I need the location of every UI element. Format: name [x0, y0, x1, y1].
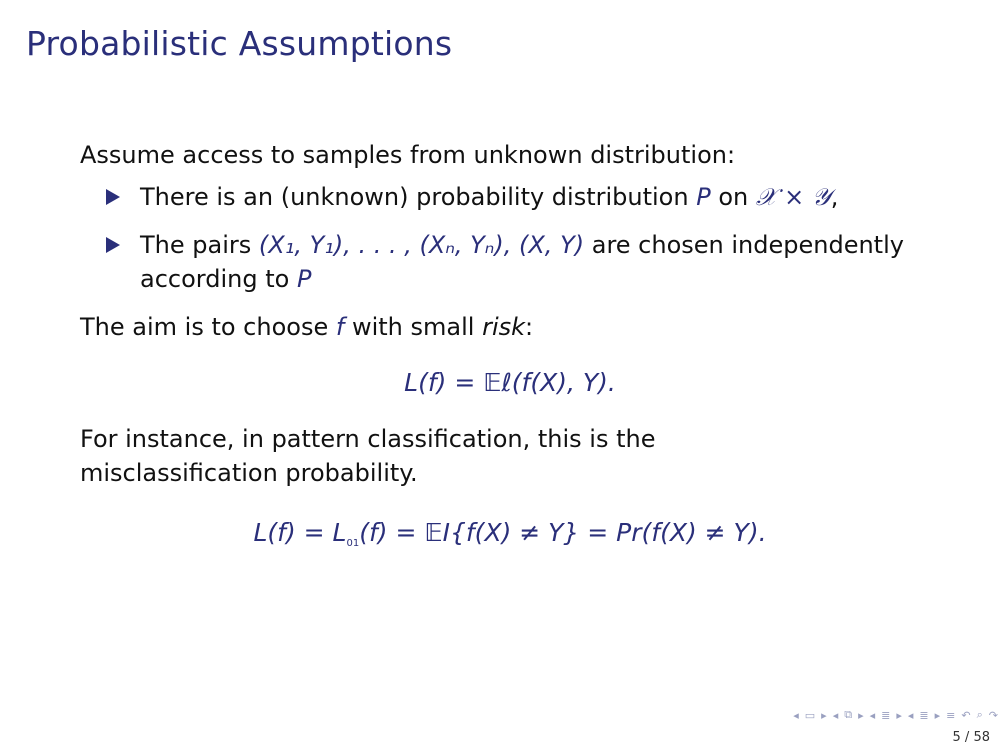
right-arrow-icon[interactable]: ▸	[934, 708, 941, 722]
right-arrow-icon[interactable]: ▸	[858, 708, 864, 722]
left-arrow-icon[interactable]: ◂	[907, 708, 914, 722]
math-pairs: (X₁, Y₁), . . . , (Xₙ, Yₙ), (X, Y)	[258, 231, 585, 259]
frame-stack-icon[interactable]: ⧉	[844, 708, 853, 721]
bullet-item-1: There is an (unknown) probability distribution P on 𝒳 × 𝒴,	[106, 180, 940, 214]
left-arrow-icon[interactable]: ◂	[869, 708, 876, 722]
misclass-eq-part-a: L(f) = L	[253, 518, 347, 547]
bullet1-text: There is an (unknown) probability distribution	[140, 183, 689, 211]
math-P: P	[696, 183, 711, 211]
bullet2-suffix: are chosen independently	[591, 231, 904, 259]
instance-text: For instance, in pattern classification, this is the misclassification probability.	[80, 425, 656, 487]
misclass-eq-sub: 01	[346, 538, 360, 549]
slide-title: Probabilistic Assumptions	[26, 24, 453, 63]
bullet2-line2: according to	[140, 265, 290, 293]
right-arrow-icon[interactable]: ▸	[896, 708, 902, 722]
aim-mid: with small	[351, 313, 475, 341]
risk-emphasis: risk	[482, 313, 526, 341]
section-icon[interactable]: ≣	[881, 708, 891, 722]
aim-text	[80, 310, 940, 344]
risk-equation-text: L(f) = 𝔼ℓ(f(X), Y).	[404, 368, 616, 397]
left-arrow-icon[interactable]: ◂	[832, 708, 839, 722]
frame-icon[interactable]: ▭	[804, 708, 816, 722]
slide-content	[80, 138, 940, 561]
undo-icon[interactable]: ↶	[961, 708, 971, 722]
bullet-list	[80, 180, 940, 296]
math-P-2: P	[296, 265, 312, 293]
right-arrow-icon[interactable]: ▸	[821, 708, 827, 722]
risk-equation	[80, 366, 940, 400]
intro-text: Assume access to samples from unknown distribution:	[80, 141, 736, 169]
search-icon[interactable]: ⌕	[976, 708, 983, 721]
bullet-triangle-icon	[106, 189, 120, 205]
misclassification-equation	[80, 516, 940, 561]
bullet1-on: on	[718, 183, 749, 211]
math-f: f	[335, 313, 345, 341]
misclass-eq-part-b: (f) = 𝔼I{f(X) ≠ Y} = Pr(f(X) ≠ Y).	[359, 518, 767, 547]
beamer-nav-bar	[793, 708, 998, 722]
align-icon[interactable]: ≡	[946, 708, 956, 722]
aim-colon: :	[525, 313, 534, 341]
bullet2-prefix: The pairs	[140, 231, 252, 259]
math-calX: 𝒳	[755, 183, 777, 211]
page-number: 5 / 58	[952, 730, 990, 745]
subsection-icon[interactable]: ≣	[919, 708, 929, 722]
redo-icon[interactable]: ↷	[988, 708, 998, 722]
aim-prefix: The aim is to choose	[80, 313, 329, 341]
bullet-triangle-icon	[106, 237, 120, 253]
math-times: ×	[776, 183, 812, 211]
bullet-item-2	[106, 228, 940, 296]
math-calY: 𝒴	[811, 183, 831, 211]
left-arrow-icon[interactable]: ◂	[793, 708, 799, 722]
